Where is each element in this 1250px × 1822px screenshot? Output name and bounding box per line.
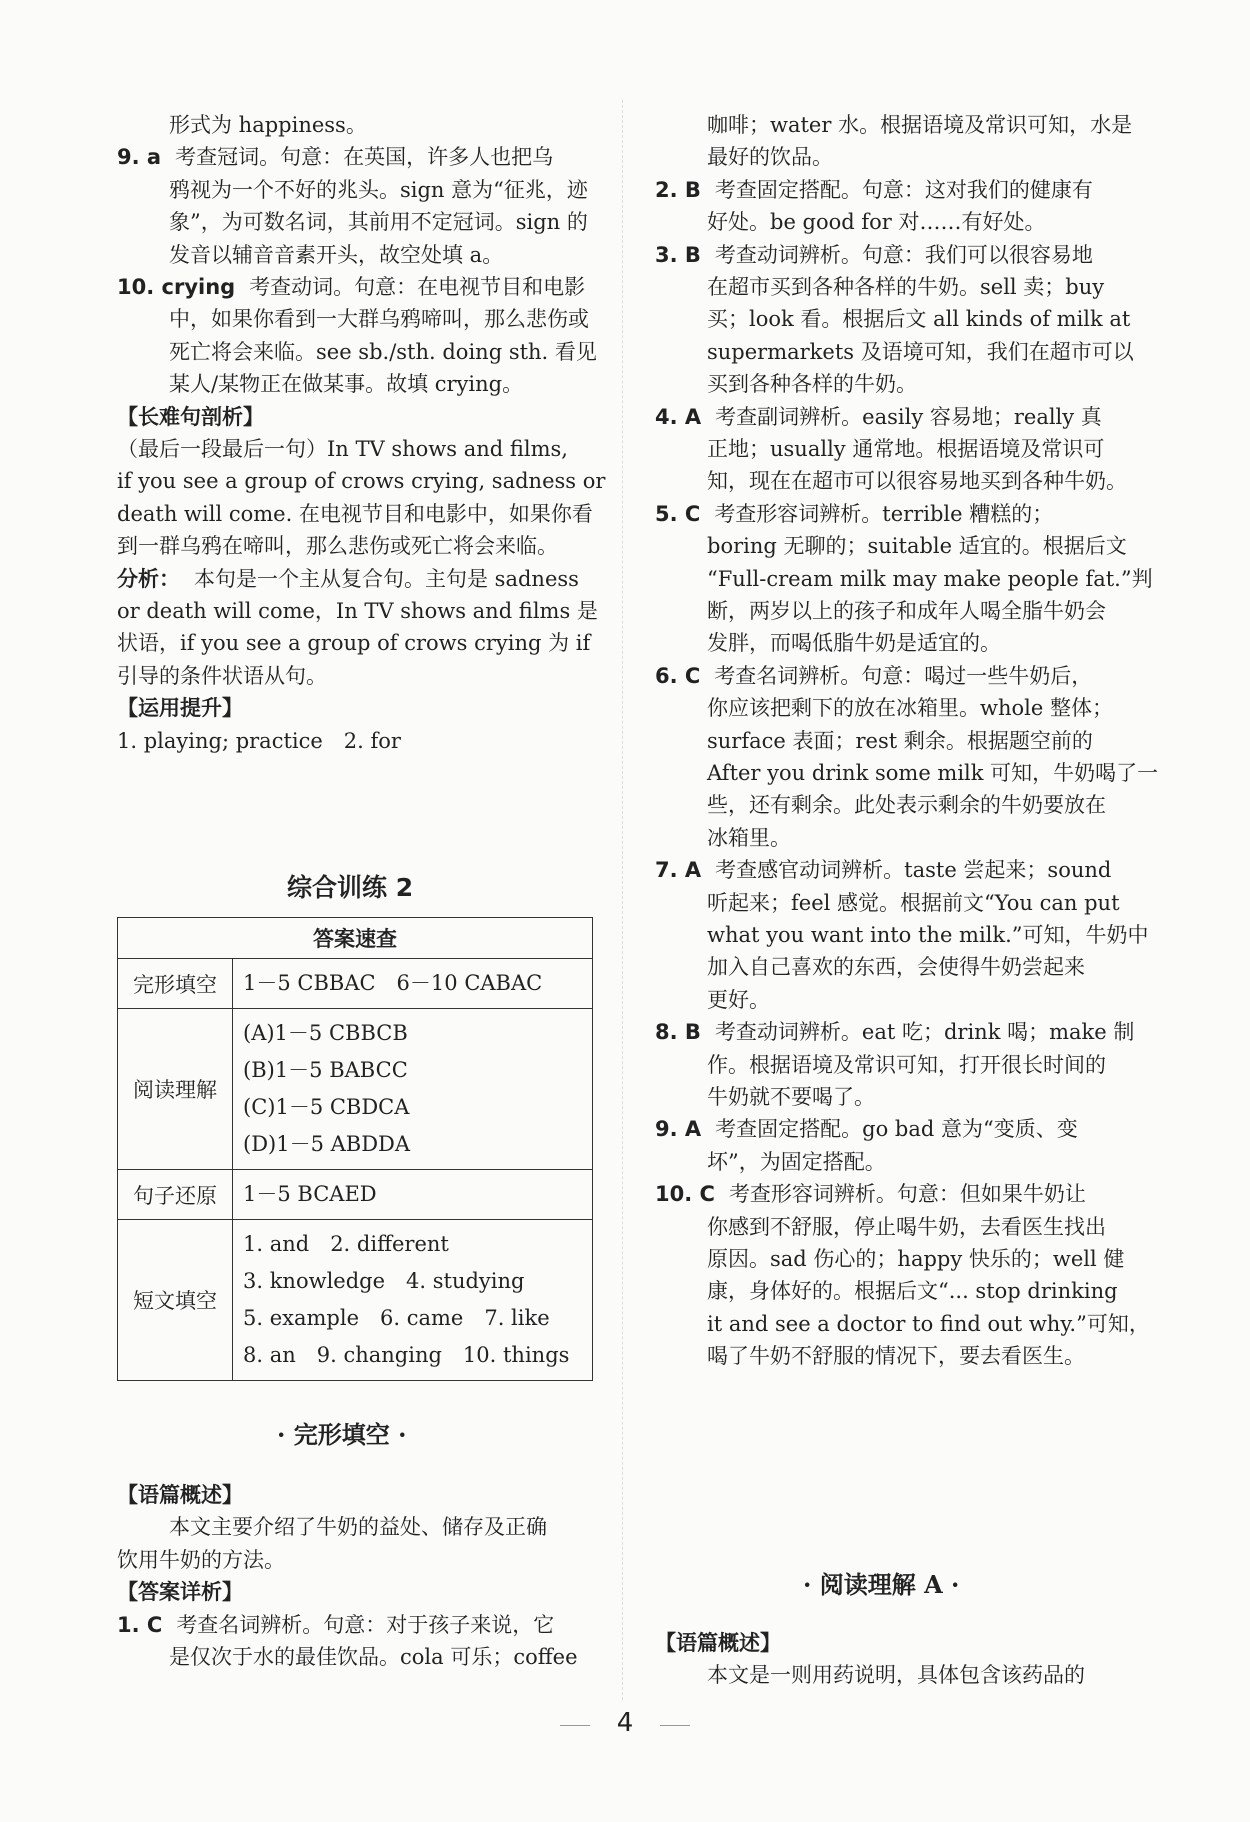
line-text: 【运用提升】 [117,696,243,721]
exercise-title: 综合训练 2 [287,873,414,902]
answer-table-values [233,1170,593,1220]
line-text: 最好的饮品。 [707,145,833,170]
line-text: 引导的条件状语从句。 [117,663,327,688]
text-line [707,1050,1106,1080]
line-text: 听起来；feel 感觉。根据前文“You can put [707,890,1120,915]
line-text: （最后一段最后一句）In TV shows and films, [117,437,568,461]
line-text: 某人/某物正在做某事。故填 crying。 [169,372,524,397]
line-text: or death will come，In TV shows and films 是 [117,599,598,623]
answer-table-row [118,1220,593,1381]
line-text: 发胖，而喝低脂牛奶是适宜的。 [707,631,1001,656]
answer-item [655,499,1053,529]
answer-line: 5. example 6. came 7. like [243,1306,550,1330]
line-text: 象”，为可数名词，其前用不定冠词。sign 的 [169,210,588,235]
answer-line: (B)1－5 BABCC [243,1058,408,1082]
text-line [169,110,367,140]
text-line [169,337,597,367]
text-line [707,790,1106,820]
line-text: 断，两岁以上的孩子和成年人喝全脂牛奶会 [707,599,1106,623]
line-text: 发音以辅音音素开头，故空处填 a。 [169,242,504,267]
answer-line: 3. knowledge 4. studying [243,1269,525,1293]
section-title-cloze: · 完形填空 · [277,1420,407,1449]
line-text: 【语篇概述】 [117,1483,243,1507]
column-divider [622,100,623,1700]
text-line [707,985,770,1015]
line-text: 考查固定搭配。句意：这对我们的健康有 [714,177,1093,202]
section-title-reading-a: · 阅读理解 A · [803,1570,960,1599]
text-line [707,920,1149,950]
line-text: 1. playing; practice 2. for [117,728,401,753]
text-line [707,564,1153,594]
answer-item [117,564,579,594]
answer-item [655,1114,1078,1144]
line-text: surface 表面；rest 剩余。根据题空前的 [707,728,1093,753]
line-text: 本句是一个主从复合句。主句是 sadness [194,566,579,591]
page-number-rule-right [660,1725,690,1726]
text-line [169,240,503,270]
section-heading [117,693,243,723]
text-line [169,1512,547,1542]
section-heading [117,402,264,432]
line-text: 考查感官动词辨析。taste 尝起来；sound [715,858,1112,883]
line-text: 康，身体好的。根据后文“... stop drinking [707,1279,1118,1304]
line-text: 考查形容词辨析。terrible 糟糕的； [714,501,1054,526]
text-line [707,758,1158,788]
line-text: 你应该把剩下的放在冰箱里。whole 整体； [707,696,1113,721]
text-line [707,272,1104,302]
line-text: 考查名词辨析。句意：喝过一些牛奶后， [714,663,1093,688]
answer-table-row [118,959,593,1009]
text-line [117,596,598,626]
answer-item [655,240,1093,270]
text-line [707,304,1130,334]
text-line [707,466,1127,496]
text-line [707,888,1120,918]
text-line [707,693,1113,723]
line-text: After you drink some milk 可知，牛奶喝了一 [707,761,1159,785]
line-text: 是仅次于水的最佳饮品。cola 可乐；coffee [169,1645,578,1669]
text-line [707,337,1134,367]
text-line [707,726,1093,756]
item-number: 1. C [117,1612,163,1637]
line-text: 在超市买到各种各样的牛奶。sell 卖；buy [707,275,1105,299]
line-text: 饮用牛奶的方法。 [117,1547,285,1572]
item-number: 6. C [655,663,701,688]
answer-table-row [118,1009,593,1170]
line-text: 【答案详析】 [117,1580,243,1605]
line-text: 【语篇概述】 [655,1631,781,1655]
text-line [117,499,593,529]
item-number: 5. C [655,501,701,526]
line-text: supermarkets 及语境可知，我们在超市可以 [707,339,1134,364]
line-text: 牛奶就不要喝了。 [707,1085,875,1109]
line-text: if you see a group of crows crying, sadness or [117,469,606,494]
line-text: 喝了牛奶不舒服的情况下，要去看医生。 [707,1344,1085,1369]
answer-line: (C)1－5 CBDCA [243,1095,410,1119]
line-text: 坏”，为固定搭配。 [707,1149,886,1174]
answer-table [117,917,593,1381]
item-number: 10. crying [117,275,236,299]
line-text: 好处。be good for 对……有好处。 [707,210,1046,235]
answer-item [655,402,1102,432]
item-number: 10. C [655,1182,715,1207]
line-text: 状语，if you see a group of crows crying 为 if [117,631,591,656]
text-line [117,531,558,561]
item-number: 4. A [655,404,702,429]
text-line [707,596,1106,626]
page-number: 4 [616,1708,634,1738]
text-line [707,1341,1085,1371]
answer-item [655,855,1111,885]
answer-item [117,142,553,172]
item-number: 9. a [117,145,162,170]
text-line [169,175,588,205]
line-text: 更好。 [707,987,770,1012]
text-line [707,1660,1085,1690]
answer-item [655,1017,1134,1047]
answer-line: 1－5 BCAED [243,1182,377,1206]
text-line [169,207,588,237]
line-text: 死亡将会来临。see sb./sth. doing sth. 看见 [169,339,597,364]
text-line [707,1276,1118,1306]
line-text: what you want into the milk.”可知，牛奶中 [707,923,1149,947]
line-text: 本文是一则用药说明，具体包含该药品的 [707,1663,1085,1688]
line-text: 考查形容词辨析。句意：但如果牛奶让 [728,1182,1086,1207]
text-line [707,628,1001,658]
item-number: 分析： [117,566,180,591]
answer-table-values [233,959,593,1009]
line-text: 加入自己喜欢的东西，会使得牛奶尝起来 [707,955,1085,980]
item-number: 8. B [655,1020,701,1045]
text-line [117,466,605,496]
item-number: 3. B [655,242,701,267]
line-text: 本文主要介绍了牛奶的益处、储存及正确 [169,1515,547,1540]
text-line [707,207,1046,237]
text-line [707,110,1132,140]
text-line [707,434,1104,464]
line-text: death will come. 在电视节目和电影中，如果你看 [117,501,593,526]
answer-table-label: 短文填空 [118,1220,233,1381]
answer-line: (A)1－5 CBBCB [243,1021,408,1045]
answer-table-values [233,1009,593,1170]
answer-item [655,1179,1086,1209]
line-text: 买；look 看。根据后文 all kinds of milk at [707,307,1131,332]
answer-table-values [233,1220,593,1381]
line-text: 考查名词辨析。句意：对于孩子来说，它 [176,1612,555,1637]
answer-line: 1. and 2. different [243,1232,449,1256]
line-text: 正地；usually 通常地。根据语境及常识可 [707,437,1105,461]
line-text: 到一群乌鸦在啼叫，那么悲伤或死亡将会来临。 [117,534,558,559]
answer-line: (D)1－5 ABDDA [243,1132,411,1156]
line-text: “Full-cream milk may make people fat.”判 [707,566,1153,591]
line-text: 原因。sad 伤心的；happy 快乐的；well 健 [707,1247,1125,1271]
section-heading [655,1628,781,1658]
text-line [169,304,589,334]
text-line [169,1642,578,1672]
line-text: 鸦视为一个不好的兆头。sign 意为“征兆，迹 [169,177,588,202]
line-text: 考查动词。句意：在电视节目和电影 [249,275,586,299]
answer-item [117,272,585,302]
text-line [707,369,917,399]
line-text: 你感到不舒服，停止喝牛奶，去看医生找出 [707,1214,1106,1239]
text-line [707,1309,1150,1339]
text-line [707,1147,886,1177]
line-text: 些，还有剩余。此处表示剩余的牛奶要放在 [707,793,1106,818]
line-text: 买到各种各样的牛奶。 [707,372,917,397]
section-heading [117,1480,243,1510]
answer-table-label: 句子还原 [118,1170,233,1220]
answer-item [655,661,1092,691]
text-line [117,628,590,658]
text-line [117,661,327,691]
line-text: 考查副词辨析。easily 容易地；really 真 [715,404,1102,429]
item-number: 7. A [655,858,702,883]
answer-table-label: 阅读理解 [118,1009,233,1170]
line-text: 中，如果你看到一大群乌鸦啼叫，那么悲伤或 [169,307,589,332]
line-text: 作。根据语境及常识可知，打开很长时间的 [707,1052,1106,1077]
text-line [707,823,791,853]
line-text: 考查动词辨析。eat 吃；drink 喝；make 制 [714,1020,1135,1045]
text-line [707,952,1085,982]
item-number: 2. B [655,177,701,202]
text-line [117,1545,285,1575]
text-line [117,726,401,756]
line-text: 冰箱里。 [707,825,791,850]
item-number: 9. A [655,1117,702,1142]
text-line [707,531,1127,561]
line-text: 知，现在在超市可以很容易地买到各种牛奶。 [707,469,1127,494]
text-line [707,1244,1124,1274]
text-line [707,1212,1106,1242]
answer-table-row [118,1170,593,1220]
text-line [707,1082,875,1112]
text-line [117,434,568,464]
line-text: 形式为 happiness。 [169,113,367,137]
answer-item [655,175,1093,205]
line-text: boring 无聊的；suitable 适宜的。根据后文 [707,534,1127,559]
answer-table-header: 答案速查 [118,918,593,959]
line-text: 咖啡；water 水。根据语境及常识可知，水是 [707,113,1133,137]
answer-item [117,1610,554,1640]
line-text: 考查固定搭配。go bad 意为“变质、变 [715,1117,1078,1142]
line-text: it and see a doctor to find out why.”可知， [707,1311,1150,1336]
section-heading [117,1577,243,1607]
text-line [169,369,523,399]
text-line [707,142,833,172]
answer-line: 8. an 9. changing 10. things [243,1343,570,1367]
answer-line: 1－5 CBBAC 6－10 CABAC [243,971,543,995]
line-text: 考查冠词。句意：在英国，许多人也把乌 [175,145,554,170]
answer-table-label: 完形填空 [118,959,233,1009]
line-text: 考查动词辨析。句意：我们可以很容易地 [714,242,1093,267]
line-text: 【长难句剖析】 [117,404,264,429]
